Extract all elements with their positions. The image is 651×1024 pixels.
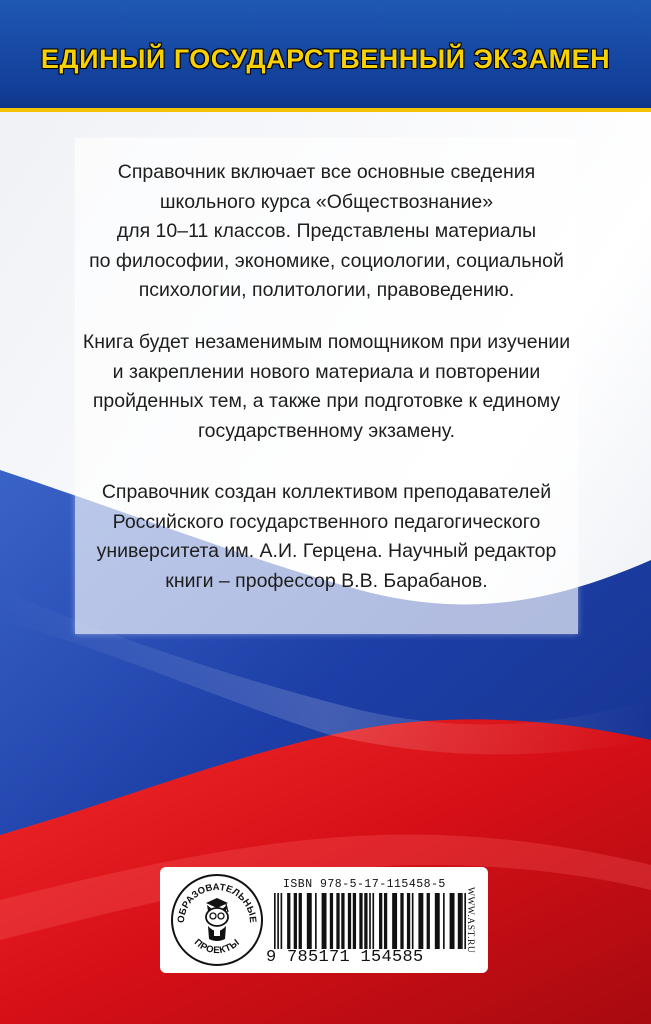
barcode-bar [281,893,283,949]
barcode-bar [348,893,351,949]
barcode-digits: 9 785171 154585 [266,948,424,967]
barcode-bar [287,893,290,949]
text-line: государственному экзамену. [197,419,455,442]
barcode-bar [400,893,403,949]
barcode-bar [274,893,276,949]
publisher-website: WWW.AST.RU [465,886,475,954]
barcode-bar [369,893,371,949]
barcode-panel [160,867,488,973]
text-line: книги – профессор В.В. Барабанов. [165,569,488,592]
barcode-bar [418,893,423,949]
description-paragraph-3 [75,478,578,596]
description-paragraph-1 [75,158,578,306]
isbn-label: ISBN 978-5-17-115458-5 [283,878,446,891]
header-bar [0,0,651,112]
text-line: Российского государственного педагогического [112,510,541,533]
barcode-bar [353,893,356,949]
barcode-bar [364,893,367,949]
barcode-bar [384,893,387,949]
barcode-bar [435,893,440,949]
barcode-bar [372,893,374,949]
text-line: пройденных тем, а также при подготовке к единому [92,390,561,412]
series-title: ЕДИНЫЙ ГОСУДАРСТВЕННЫЙ ЭКЗАМЕН [40,44,611,74]
text-line: университета им. А.И. Герцена. Научный редактор [96,540,557,562]
text-line: Книга будет незаменимым помощником при изучении [82,331,571,353]
description-paragraph-2 [75,328,578,446]
barcode-bar [322,893,327,949]
logo-text-top: ОБРАЗОВАТЕЛЬНЫЕ [175,881,259,924]
barcode-bar [412,893,414,949]
barcode-bar [427,893,430,949]
barcode-bar [277,893,279,949]
barcode-bar [315,893,317,949]
barcode-bar [299,893,302,949]
barcode-bar [392,893,397,949]
description-panel [75,138,578,634]
barcode-bar [307,893,312,949]
text-line: психологии, политологии, правоведению. [138,279,515,301]
barcode-bar [336,893,339,949]
barcode-bar [359,893,362,949]
barcode-bar [443,893,445,949]
text-line: Справочник создан коллективом преподавателей [101,481,552,503]
logo-text-bottom: ПРОЕКТЫ [191,936,243,957]
cat-mascot-icon [206,898,228,941]
barcode-bar [407,893,410,949]
text-line: школьного курса «Обществознание» [159,190,494,213]
barcode-bar [379,893,382,949]
barcode-bar [294,893,297,949]
barcode-bar [450,893,455,949]
publisher-logo [170,873,264,967]
barcode-bar [330,893,333,949]
text-line: по философии, экономике, социологии, социальной [89,249,564,272]
text-line: Справочник включает все основные сведения [117,161,536,183]
barcode-bar [341,893,344,949]
text-line: для 10–11 классов. Представлены материалы [116,220,537,242]
text-line: и закреплении нового материала и повторении [112,360,541,383]
